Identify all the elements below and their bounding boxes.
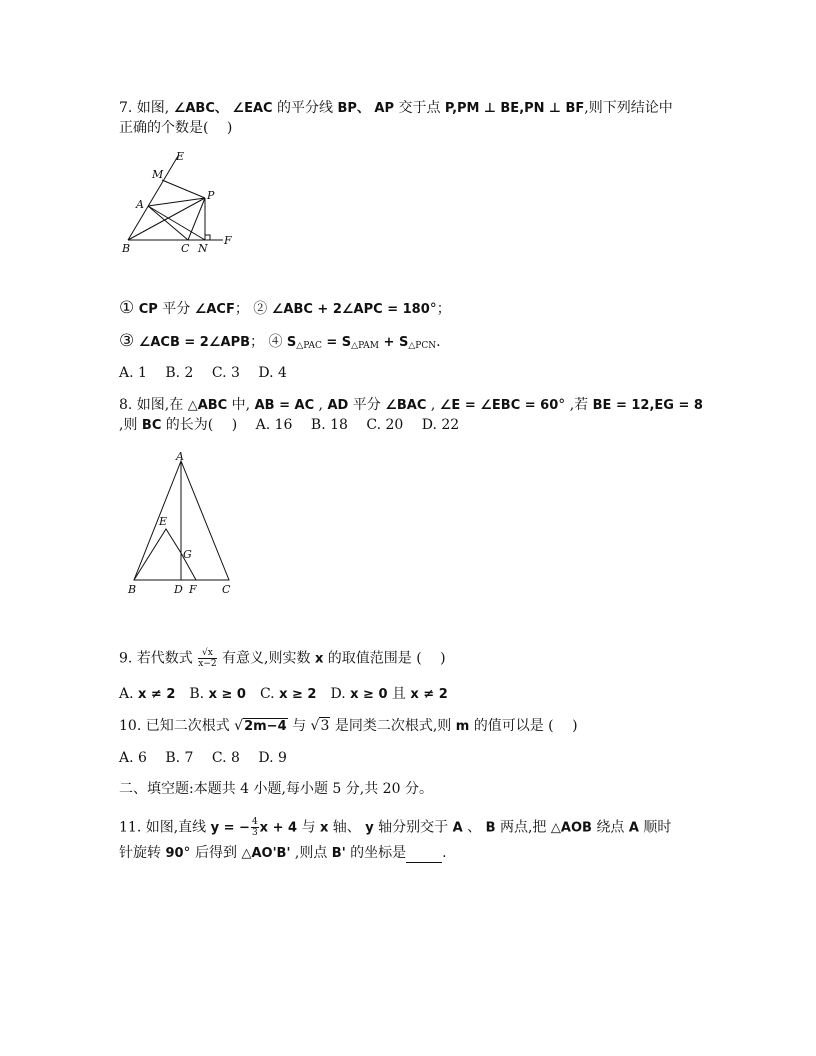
q10-stem xyxy=(119,717,578,736)
q8-math: ∠BAC xyxy=(385,398,427,413)
q7-s4-sub: △PAC xyxy=(296,341,322,351)
q9-opt-value: x ≥ 0 xyxy=(350,687,388,702)
q9-text: 有意义,则实数 xyxy=(217,650,315,667)
q8-text: , xyxy=(314,397,328,413)
q10-text: 与 xyxy=(287,718,311,734)
q7-s1-cp: CP xyxy=(138,302,158,317)
q11-answer-blank[interactable] xyxy=(406,848,442,863)
section-2-heading: 二、填空题:本题共 4 小题,每小题 5 分,共 20 分。 xyxy=(119,781,433,797)
q8-text: 8. 如图,在 xyxy=(119,397,188,413)
q8-math: ∠E = ∠EBC = 60 xyxy=(439,398,559,413)
fig8-label-E: E xyxy=(159,515,168,528)
q7-angles: ∠ABC、 ∠EAC xyxy=(173,101,273,116)
q8-math: BC xyxy=(141,418,162,433)
q9-opt-value: x ≥ 2 xyxy=(279,687,317,702)
q8-text: ,若 xyxy=(565,397,593,413)
q9-opt-value: x ≠ 2 xyxy=(410,687,448,702)
q11-text: 、 xyxy=(462,819,486,836)
q11-frac-den: 3 xyxy=(251,828,258,838)
q11-math: A xyxy=(452,820,463,836)
q8-text: ° xyxy=(558,397,566,413)
fig7-label-E: E xyxy=(176,150,185,163)
fig7-right-angle-mark xyxy=(205,235,210,240)
fig7-label-F: F xyxy=(224,234,232,247)
fig8-label-F: F xyxy=(189,583,197,596)
q10-options: A. 6 B. 7 C. 8 D. 9 xyxy=(119,750,287,766)
q9-fraction xyxy=(198,648,216,669)
q11-text: 与 xyxy=(297,819,320,836)
q7-text: 的平分线 xyxy=(272,100,338,116)
q7-text: ,则下列结论中 xyxy=(584,100,673,116)
q9-opt-label: D. xyxy=(316,686,351,702)
q11-text: ° xyxy=(183,845,191,861)
q7-text: ； xyxy=(250,334,265,350)
q11-math: x xyxy=(319,820,329,836)
q7-text: . xyxy=(436,334,441,350)
q11-text: ,则点 xyxy=(290,845,332,861)
q11-math: △AO'B' xyxy=(241,846,291,861)
fig7-label-P: P xyxy=(207,189,215,202)
q8-text: 平分 xyxy=(348,397,386,413)
q10-radical-2: √3 xyxy=(310,718,330,734)
q8-stem-line1 xyxy=(119,396,703,415)
q7-s4-sub: △PAM xyxy=(351,341,380,351)
q7-text: 平分 xyxy=(157,301,195,317)
q10-radical-1: √2m−4 xyxy=(234,718,287,734)
q7-s4-sub: △PCN xyxy=(408,341,437,351)
fig8-label-C: C xyxy=(222,583,231,596)
fig8-line-BEG xyxy=(134,529,181,580)
q10-text: 的值可以是 ( ) xyxy=(469,718,578,734)
q11-frac-num: 4 xyxy=(251,817,258,827)
fig7-line-AP xyxy=(148,198,205,206)
q11-text: 的坐标是 xyxy=(345,845,407,861)
q7-s4-plus: + S xyxy=(379,335,409,350)
q9-opt-value: x ≠ 2 xyxy=(138,687,176,702)
q9-text: 9. 若代数式 xyxy=(119,650,198,667)
circled-number-4: ④ xyxy=(268,334,283,350)
q11-math: B' xyxy=(331,846,346,861)
q9-opt-label: A. xyxy=(119,686,139,702)
q11-text: 后得到 xyxy=(190,845,242,861)
q9-options xyxy=(119,685,448,704)
q11-math: x + 4 xyxy=(259,820,298,836)
q7-stem-line2: 正确的个数是( ) xyxy=(119,120,233,136)
q7-text: ； xyxy=(234,301,249,317)
q7-text: 7. 如图, xyxy=(119,100,174,116)
q8-triangle: △ABC xyxy=(187,398,228,413)
q9-opt-value: x ≥ 0 xyxy=(208,687,246,702)
q9-var: x xyxy=(314,651,324,667)
q11-math: 90 xyxy=(165,846,184,861)
q9-opt-label: C. xyxy=(245,686,280,702)
q8-text: 中, xyxy=(227,397,255,413)
q7-figure xyxy=(118,149,240,257)
q9-text: 且 xyxy=(387,686,411,702)
q7-statements-3-4 xyxy=(119,332,441,355)
q11-math: B xyxy=(485,820,496,836)
q11-text: 轴分别交于 xyxy=(373,819,453,836)
q11-math: y = − xyxy=(210,820,250,836)
fig8-label-G: G xyxy=(183,548,192,561)
fig7-label-B: B xyxy=(122,242,131,255)
q9-frac-num: √x xyxy=(198,648,216,659)
q7-s4-s: S xyxy=(286,335,297,350)
q11-text: 两点,把 xyxy=(495,819,551,836)
q8-math: BE = 12,EG = 8 xyxy=(592,398,703,413)
q11-text: 轴、 xyxy=(328,819,366,836)
q8-options: 的长为( ) A. 16 B. 18 C. 20 D. 22 xyxy=(161,417,460,433)
q11-text: 绕点 xyxy=(591,819,629,836)
fig7-label-C: C xyxy=(181,242,190,255)
fig7-line-PC xyxy=(188,198,205,240)
q10-radicand-2: 3 xyxy=(320,718,330,734)
q7-s2-equation: ∠ABC + 2∠APC = 180 xyxy=(271,302,430,317)
q11-stem-line2 xyxy=(119,844,447,863)
q11-math: △AOB xyxy=(550,820,592,836)
q8-math: AB = AC xyxy=(254,398,315,413)
q11-math: A xyxy=(628,820,639,836)
q8-text: ,则 xyxy=(119,417,142,433)
fig8-label-A: A xyxy=(176,450,184,463)
fig8-label-D: D xyxy=(174,583,183,596)
q10-text: 是同类二次根式,则 xyxy=(330,718,456,734)
q10-text: 10. 已知二次根式 xyxy=(119,718,235,734)
q11-stem-line1 xyxy=(119,817,671,838)
q11-text: . xyxy=(442,845,447,861)
q10-var: m xyxy=(455,719,470,734)
q7-options: A. 1 B. 2 C. 3 D. 4 xyxy=(119,365,287,381)
q7-s4-eq: = S xyxy=(321,335,352,350)
circled-number-2: ② xyxy=(253,301,268,317)
q7-stem-line1 xyxy=(119,99,673,118)
q8-figure xyxy=(122,449,238,599)
q7-perpendiculars: P,PM ⊥ BE,PN ⊥ BF xyxy=(444,101,585,116)
fig7-line-PM xyxy=(162,180,205,198)
q9-stem xyxy=(119,648,446,669)
fig8-label-B: B xyxy=(128,583,137,596)
circled-number-3: ③ xyxy=(119,331,135,351)
q11-math: y xyxy=(365,820,374,836)
q9-frac-den: x−2 xyxy=(198,659,217,669)
q7-text: °； xyxy=(429,301,451,317)
q8-math: AD xyxy=(327,398,349,413)
q8-stem-line2 xyxy=(119,416,459,435)
q10-radicand-1: 2m−4 xyxy=(244,719,287,734)
q7-text: 交于点 xyxy=(394,100,445,116)
circled-number-1: ① xyxy=(119,298,135,318)
q11-text: 11. 如图,直线 xyxy=(119,819,211,836)
q11-text: 针旋转 xyxy=(119,845,166,861)
q7-bisectors: BP、 AP xyxy=(337,101,395,116)
q11-fraction xyxy=(251,817,259,838)
fig7-line-AN xyxy=(148,206,205,240)
q7-statements-1-2 xyxy=(119,299,451,319)
fig7-label-A: A xyxy=(136,198,144,211)
q9-text: 的取值范围是 ( ) xyxy=(323,650,446,667)
q7-s1-angle: ∠ACF xyxy=(194,302,235,317)
fig7-label-M: M xyxy=(152,168,164,181)
q11-text: 顺时 xyxy=(638,819,672,836)
q9-opt-label: B. xyxy=(175,686,209,702)
fig7-label-N: N xyxy=(198,242,208,255)
q8-text: , xyxy=(426,397,440,413)
q7-s3-equation: ∠ACB = 2∠APB xyxy=(138,335,251,350)
